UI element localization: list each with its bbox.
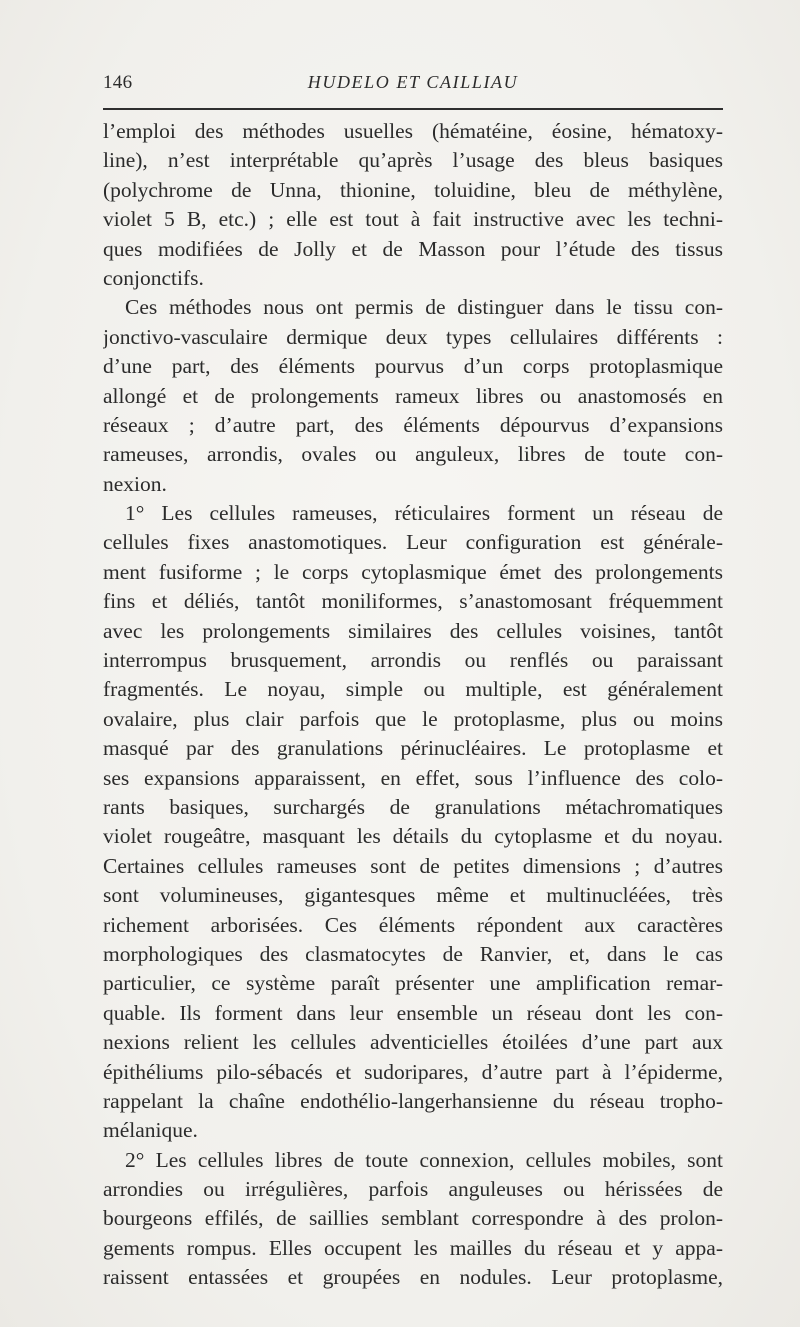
- text-line: mélanique.: [103, 1118, 198, 1143]
- text-line: cellules fixes anastomotiques. Leur configuration est générale-: [103, 530, 723, 555]
- text-line: particulier, ce système paraît présenter une amplification remar-: [103, 971, 723, 996]
- text-line: d’une part, des éléments pourvus d’un corps protoplasmique: [103, 354, 723, 379]
- text-line: gements rompus. Elles occupent les mailles du réseau et y appa-: [103, 1235, 723, 1260]
- text-line: ques modifiées de Jolly et de Masson pour l’étude des tissus: [103, 236, 723, 261]
- body-text: [103, 117, 723, 1293]
- text-line: avec les prolongements similaires des cellules voisines, tantôt: [103, 618, 723, 643]
- text-line: bourgeons effilés, de saillies semblant correspondre à des prolon-: [103, 1206, 723, 1231]
- text-line: épithéliums pilo-sébacés et sudoripares, d’autre part à l’épiderme,: [103, 1059, 723, 1084]
- text-line: rappelant la chaîne endothélio-langerhansienne du réseau tropho-: [103, 1088, 723, 1113]
- page-number: 146: [103, 72, 133, 93]
- text-line: nexions relient les cellules adventicielles étoilées d’une part aux: [103, 1030, 723, 1055]
- text-line: rameuses, arrondis, ovales ou anguleux, libres de toute con-: [103, 442, 723, 467]
- text-line: interrompus brusquement, arrondis ou renflés ou paraissant: [103, 648, 723, 673]
- text-line: Certaines cellules rameuses sont de petites dimensions ; d’autres: [103, 853, 723, 878]
- running-head: HUDELO ET CAILLIAU: [307, 72, 519, 92]
- text-line: sont volumineuses, gigantesques même et multinucléées, très: [103, 883, 723, 908]
- page-header: [103, 66, 723, 102]
- text-line: jonctivo-vasculaire dermique deux types cellulaires différents :: [103, 324, 723, 349]
- text-line: violet 5 B, etc.) ; elle est tout à fait instructive avec les techni-: [103, 207, 723, 232]
- header-rule: [103, 108, 723, 110]
- text-line: quable. Ils forment dans leur ensemble un réseau dont les con-: [103, 1000, 723, 1025]
- paragraph: [103, 293, 723, 499]
- text-line: ovalaire, plus clair parfois que le protoplasme, plus ou moins: [103, 706, 723, 731]
- text-line: allongé et de prolongements rameux libres ou anastomosés en: [103, 383, 723, 408]
- text-line: réseaux ; d’autre part, des éléments dépourvus d’expansions: [103, 412, 723, 437]
- text-line: raissent entassées et groupées en nodules. Leur protoplasme,: [103, 1265, 723, 1290]
- text-line: masqué par des granulations périnucléaires. Le protoplasme et: [103, 736, 723, 761]
- text-line: conjonctifs.: [103, 265, 204, 290]
- text-line: l’emploi des méthodes usuelles (hématéine, éosine, hématoxy-: [103, 119, 723, 143]
- text-line: morphologiques des clasmatocytes de Ranvier, et, dans le cas: [103, 941, 723, 966]
- text-line: (polychrome de Unna, thionine, toluidine, bleu de méthylène,: [103, 177, 723, 202]
- text-line: line), n’est interprétable qu’après l’usage des bleus basiques: [103, 148, 723, 173]
- text-line: arrondies ou irrégulières, parfois anguleuses ou hérissées de: [103, 1177, 723, 1202]
- text-line: ment fusiforme ; le corps cytoplasmique émet des prolongements: [103, 559, 723, 584]
- paragraph: [103, 499, 723, 1146]
- text-line: violet rougeâtre, masquant les détails du cytoplasme et du noyau.: [103, 824, 723, 849]
- text-line: 2° Les cellules libres de toute connexion, cellules mobiles, sont: [125, 1147, 723, 1172]
- text-line: fragmentés. Le noyau, simple ou multiple, est généralement: [103, 677, 723, 702]
- text-line: ses expansions apparaissent, en effet, sous l’influence des colo-: [103, 765, 723, 790]
- paragraph: [103, 117, 723, 293]
- text-line: 1° Les cellules rameuses, réticulaires forment un réseau de: [125, 501, 723, 526]
- text-line: Ces méthodes nous ont permis de distinguer dans le tissu con-: [125, 295, 723, 320]
- text-line: richement arborisées. Ces éléments répondent aux caractères: [103, 912, 723, 937]
- text-line: nexion.: [103, 471, 167, 496]
- paragraph: [103, 1146, 723, 1293]
- text-line: rants basiques, surchargés de granulations métachromatiques: [103, 794, 723, 819]
- text-line: fins et déliés, tantôt moniliformes, s’anastomosant fréquemment: [103, 589, 723, 614]
